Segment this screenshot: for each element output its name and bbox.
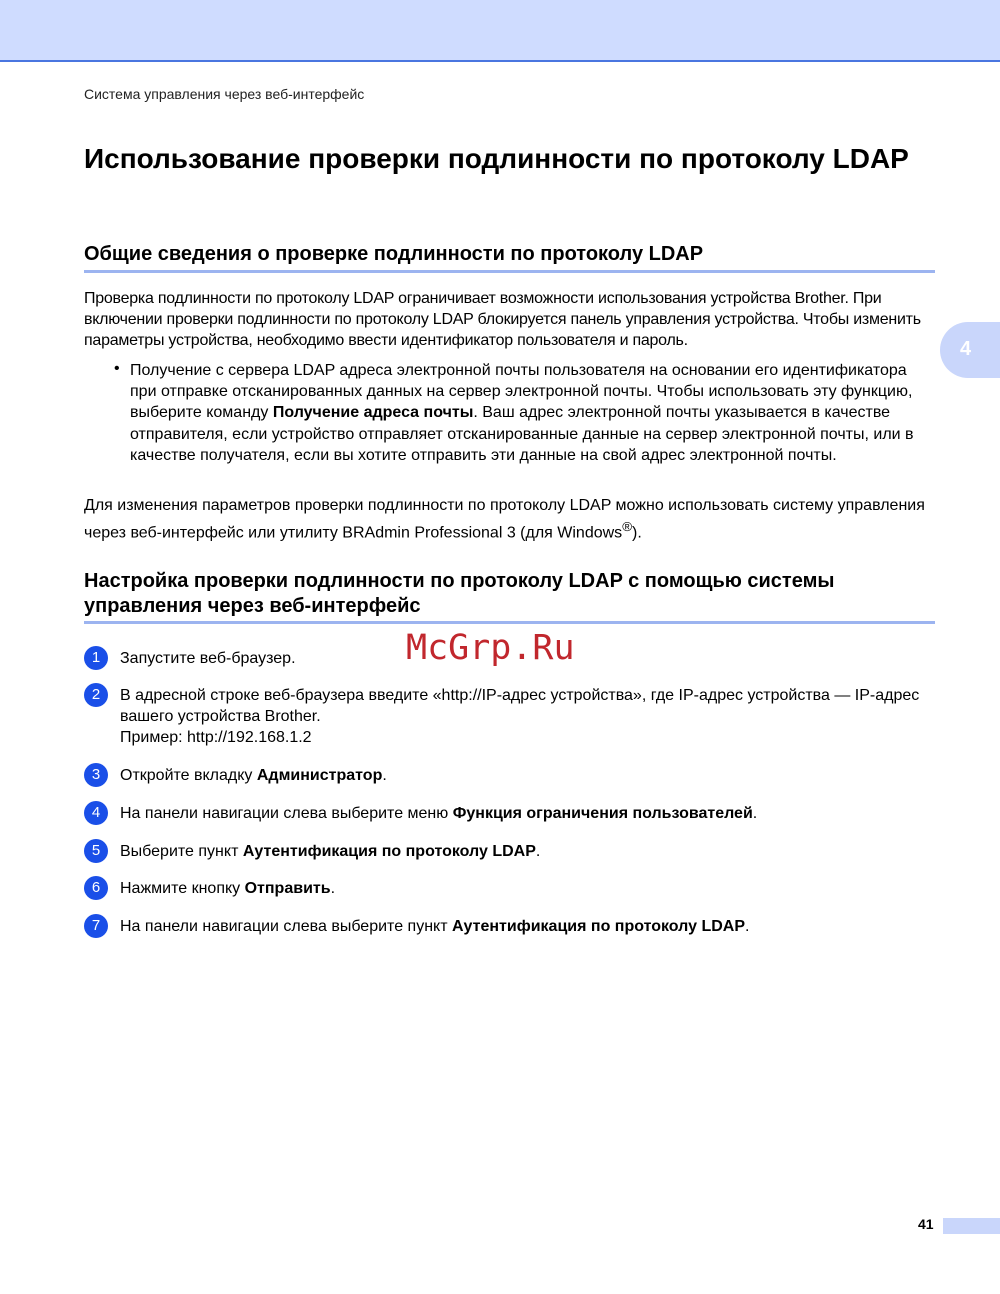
step-text (120, 916, 940, 937)
step-number-badge: 6 (84, 876, 108, 900)
closing-paragraph (84, 495, 944, 543)
step-text-plain: В адресной строке веб-браузера введите «http://IP-адрес устройства», где IP-адрес устройства — IP-адрес вашего устройства Brother. (120, 687, 920, 725)
step-text-bold: Отправить (244, 880, 331, 897)
section-heading-setup: Настройка проверки подлинности по протоколу LDAP с помощью системы управления через веб-интерфейс (84, 569, 935, 624)
step-example: Пример: http://192.168.1.2 (120, 729, 312, 746)
bullet-item (130, 360, 920, 466)
closing-end: ). (632, 524, 642, 542)
registered-mark: ® (622, 519, 633, 534)
chapter-tab (940, 322, 1000, 378)
bullet-text-before: Получение с сервера LDAP адреса электронной почты пользователя на основании его идентификатора при отправке отсканированных данных на сервер электронной почты. Чтобы использовать эту функцию, выберите команду (130, 362, 913, 422)
step-text-bold: Аутентификация по протоколу LDAP (242, 843, 536, 860)
step-number-badge: 3 (84, 763, 108, 787)
step-text-end: . (535, 843, 541, 860)
step-number-badge: 5 (84, 839, 108, 863)
step-text-end: . (330, 880, 336, 897)
bullet-text-bold: Получение адреса почты (272, 404, 474, 422)
step-text-plain: На панели навигации слева выберите меню (120, 805, 453, 822)
step-number-badge: 7 (84, 914, 108, 938)
section-heading-overview: Общие сведения о проверке подлинности по протоколу LDAP (84, 242, 935, 273)
intro-paragraph: Проверка подлинности по протоколу LDAP ограничивает возможности использования устройства Brother. При включении проверки подлинности по протоколу LDAP блокируется панель управления устройства. Чтобы изменить параметры устройства, необходимо ввести идентификатор пользователя и пароль. (84, 290, 921, 349)
step-text-end: . (752, 805, 758, 822)
step-text-end: . (382, 767, 387, 784)
step-text-plain: Нажмите кнопку (120, 880, 245, 897)
footer-bar (943, 1218, 1000, 1234)
bullet-marker: • (114, 360, 120, 377)
step-text-bold: Аутентификация по протоколу LDAP (451, 918, 746, 935)
step-text-end: . (745, 918, 750, 935)
page-title: Использование проверки подлинности по протоколу LDAP (84, 143, 909, 174)
header-band (0, 0, 1000, 62)
step-text-plain: Выберите пункт (120, 843, 243, 860)
closing-text: Для изменения параметров проверки подлинности по протоколу LDAP можно использовать систему управления через веб-интерфейс или утилиту BRAdmin Professional 3 (для Windows (84, 497, 925, 542)
running-header: Система управления через веб-интерфейс (84, 86, 365, 102)
step-number-badge: 4 (84, 801, 108, 825)
step-text (120, 765, 940, 786)
bullet-text-after: . Ваш адрес электронной почты указывается в качестве отправителя, если устройство отправляет отсканированные данные на сервер электронной почты, или в качестве получателя, если вы хотите отправить эти данные на свой адрес электронной почты. (130, 404, 914, 464)
step-text-bold: Функция ограничения пользователей (452, 805, 753, 822)
step-text (120, 685, 940, 748)
step-number-badge: 1 (84, 646, 108, 670)
step-text (120, 803, 940, 824)
step-text (120, 878, 940, 899)
step-number-badge: 2 (84, 683, 108, 707)
page-number: 41 (918, 1216, 934, 1232)
step-text-plain: Запустите веб-браузер. (120, 650, 296, 667)
step-text-plain: На панели навигации слева выберите пункт (120, 918, 452, 935)
step-text (120, 841, 940, 862)
watermark: McGrp.Ru (406, 628, 575, 668)
step-text-bold: Администратор (256, 767, 383, 784)
chapter-number: 4 (960, 338, 972, 360)
step-text-plain: Откройте вкладку (120, 767, 257, 784)
